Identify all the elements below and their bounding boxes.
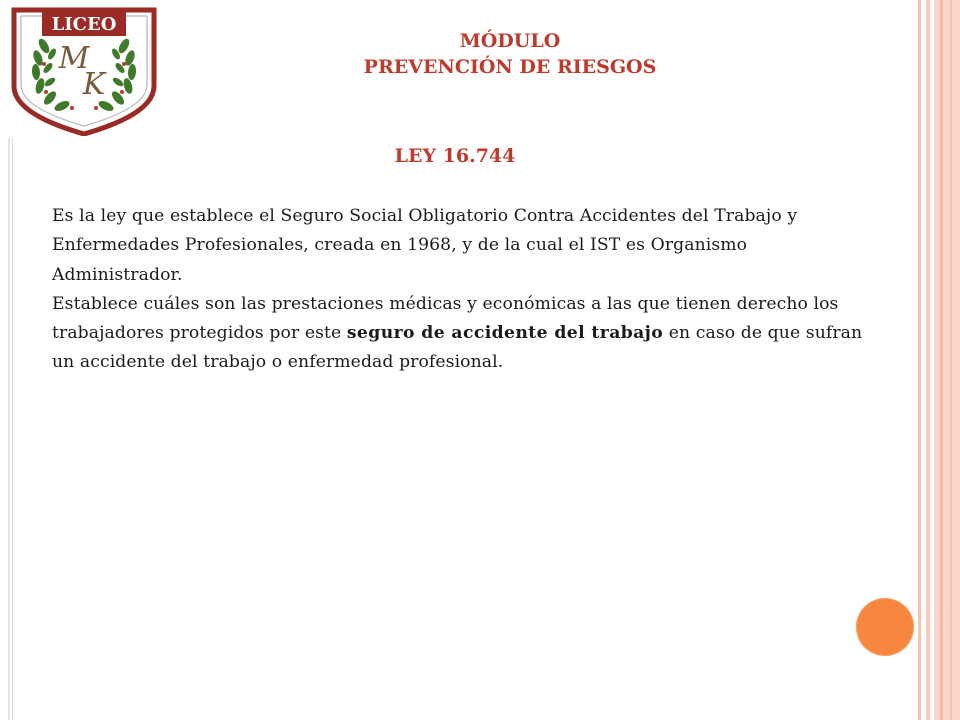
module-title-line1: MÓDULO (459, 30, 561, 52)
decorative-stripe (950, 0, 952, 720)
decorative-stripe (926, 0, 930, 720)
module-title-line2: PREVENCIÓN DE RIESGOS (363, 56, 657, 78)
paragraph-2-tail: en caso de que sufran un accidente del trabajo o enfermedad profesional. (52, 323, 863, 373)
module-title (290, 28, 730, 80)
law-title: LEY 16.744 (394, 145, 516, 167)
decorative-stripe (940, 0, 943, 720)
decorative-stripe (918, 0, 921, 720)
banner-text: LICEO (51, 14, 117, 35)
left-rule (12, 138, 13, 720)
paragraph-2 (52, 290, 882, 378)
accent-circle (856, 598, 914, 656)
paragraph-1: Es la ley que establece el Seguro Social Obligatorio Contra Accidentes del Trabajo y Enfermedades Profesionales, creada en 1968, y de la cual el IST es Organismo Administrador. (52, 206, 798, 285)
monogram-m: M (58, 41, 90, 76)
paragraph-2-bold: seguro de accidente del trabajo (346, 323, 664, 344)
monogram-k: K (82, 67, 106, 102)
body-text (52, 202, 882, 378)
decorative-stripe (934, 0, 960, 720)
paragraph-2-text: Establece cuáles son las prestaciones médicas y económicas a las que tienen derecho los trabajadores protegidos por este (52, 293, 839, 344)
school-logo (8, 2, 160, 136)
left-rule (8, 138, 10, 720)
